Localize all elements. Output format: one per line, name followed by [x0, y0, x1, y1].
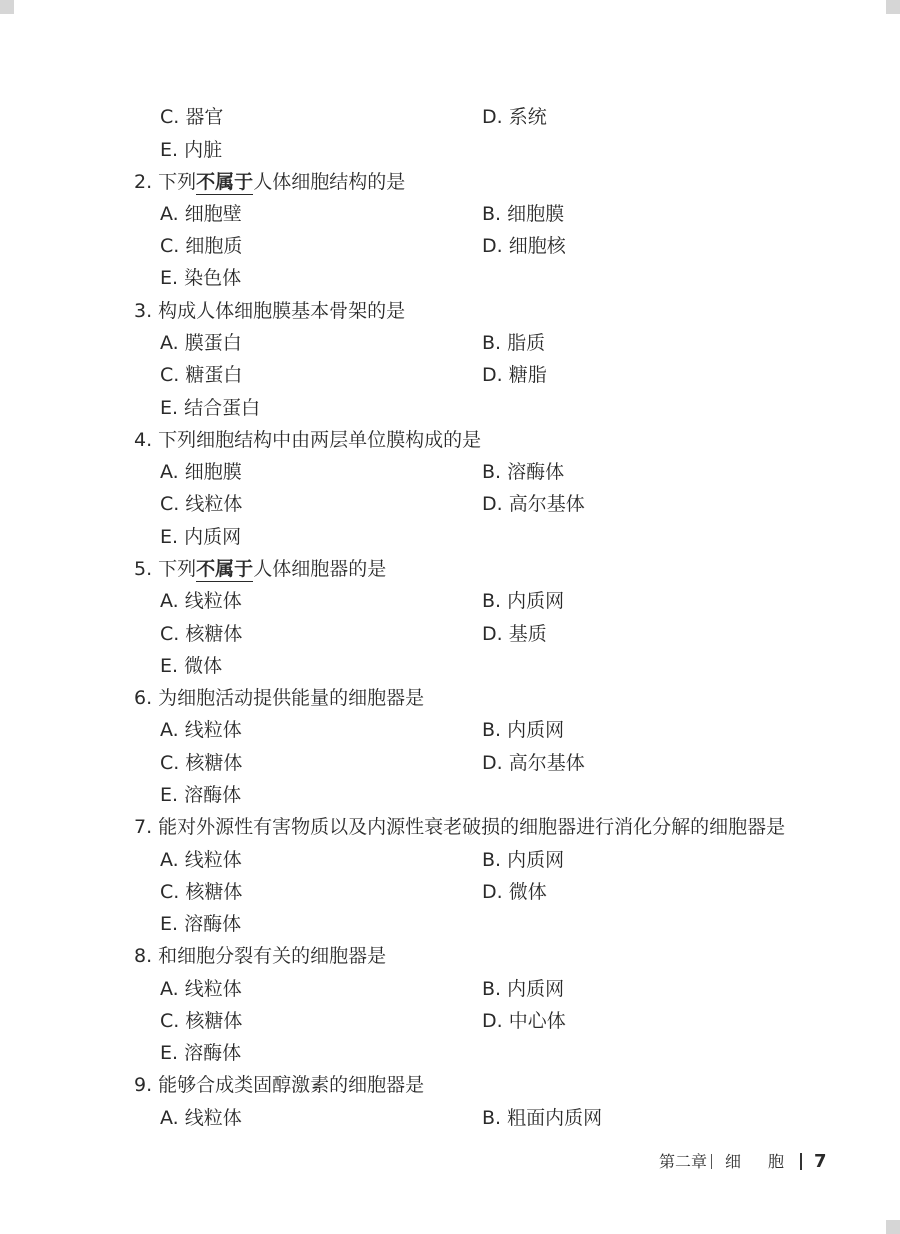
- option-b: B. 内质网: [482, 590, 565, 612]
- option-d: D. 微体: [482, 881, 547, 903]
- option-a: A. 线粒体: [160, 719, 242, 741]
- option-d: D. 细胞核: [482, 235, 566, 257]
- page-corner-mark: [886, 1220, 900, 1234]
- option-d: D. 系统: [482, 106, 547, 128]
- option-e: E. 结合蛋白: [160, 397, 261, 419]
- option-b: B. 内质网: [482, 978, 565, 1000]
- option-a: A. 细胞壁: [160, 203, 242, 225]
- emphasis-text: 不属于: [196, 558, 254, 580]
- option-e: E. 微体: [160, 655, 223, 677]
- option-e: E. 染色体: [160, 267, 242, 289]
- option-a: A. 线粒体: [160, 1107, 242, 1129]
- page-footer: [0, 1150, 900, 1174]
- option-b: B. 内质网: [482, 719, 565, 741]
- question-6: 6. 为细胞活动提供能量的细胞器是: [134, 687, 425, 709]
- option-c: C. 器官: [160, 106, 224, 128]
- footer-divider: [711, 1154, 712, 1169]
- option-c: C. 核糖体: [160, 1010, 243, 1032]
- option-a: A. 线粒体: [160, 849, 242, 871]
- option-e: E. 溶酶体: [160, 1042, 242, 1064]
- option-d: D. 糖脂: [482, 364, 547, 386]
- question-text: 2. 下列: [134, 171, 197, 193]
- option-d: D. 中心体: [482, 1010, 566, 1032]
- option-c: C. 线粒体: [160, 493, 243, 515]
- option-a: A. 细胞膜: [160, 461, 242, 483]
- question-7: 7. 能对外源性有害物质以及内源性衰老破损的细胞器进行消化分解的细胞器是: [134, 816, 786, 838]
- option-b: B. 内质网: [482, 849, 565, 871]
- question-8: 8. 和细胞分裂有关的细胞器是: [134, 945, 387, 967]
- question-5: [134, 557, 386, 581]
- chapter-label: 第二章: [659, 1152, 708, 1171]
- option-a: A. 膜蛋白: [160, 332, 242, 354]
- footer-divider: [800, 1153, 802, 1170]
- option-e: E. 内脏: [160, 139, 223, 161]
- page-corner-mark: [0, 0, 14, 14]
- option-d: D. 基质: [482, 623, 547, 645]
- page-number: 7: [814, 1151, 827, 1172]
- chapter-name-part: 细: [725, 1152, 742, 1171]
- option-c: C. 核糖体: [160, 623, 243, 645]
- option-d: D. 高尔基体: [482, 493, 585, 515]
- option-b: B. 细胞膜: [482, 203, 565, 225]
- option-a: A. 线粒体: [160, 978, 242, 1000]
- option-e: E. 内质网: [160, 526, 242, 548]
- option-e: E. 溶酶体: [160, 913, 242, 935]
- chapter-name-part: 胞: [768, 1152, 785, 1171]
- option-b: B. 溶酶体: [482, 461, 565, 483]
- option-a: A. 线粒体: [160, 590, 242, 612]
- option-c: C. 糖蛋白: [160, 364, 243, 386]
- question-4: 4. 下列细胞结构中由两层单位膜构成的是: [134, 429, 482, 451]
- option-e: E. 溶酶体: [160, 784, 242, 806]
- emphasis-text: 不属于: [196, 171, 254, 193]
- question-3: 3. 构成人体细胞膜基本骨架的是: [134, 300, 406, 322]
- question-text: 人体细胞器的是: [253, 558, 387, 580]
- question-text: 人体细胞结构的是: [253, 171, 406, 193]
- option-b: B. 粗面内质网: [482, 1107, 603, 1129]
- question-9: 9. 能够合成类固醇激素的细胞器是: [134, 1074, 425, 1096]
- question-2: [134, 170, 405, 194]
- question-text: 5. 下列: [134, 558, 197, 580]
- page-corner-mark: [886, 0, 900, 14]
- option-c: C. 核糖体: [160, 881, 243, 903]
- option-c: C. 核糖体: [160, 752, 243, 774]
- option-b: B. 脂质: [482, 332, 546, 354]
- option-d: D. 高尔基体: [482, 752, 585, 774]
- option-c: C. 细胞质: [160, 235, 243, 257]
